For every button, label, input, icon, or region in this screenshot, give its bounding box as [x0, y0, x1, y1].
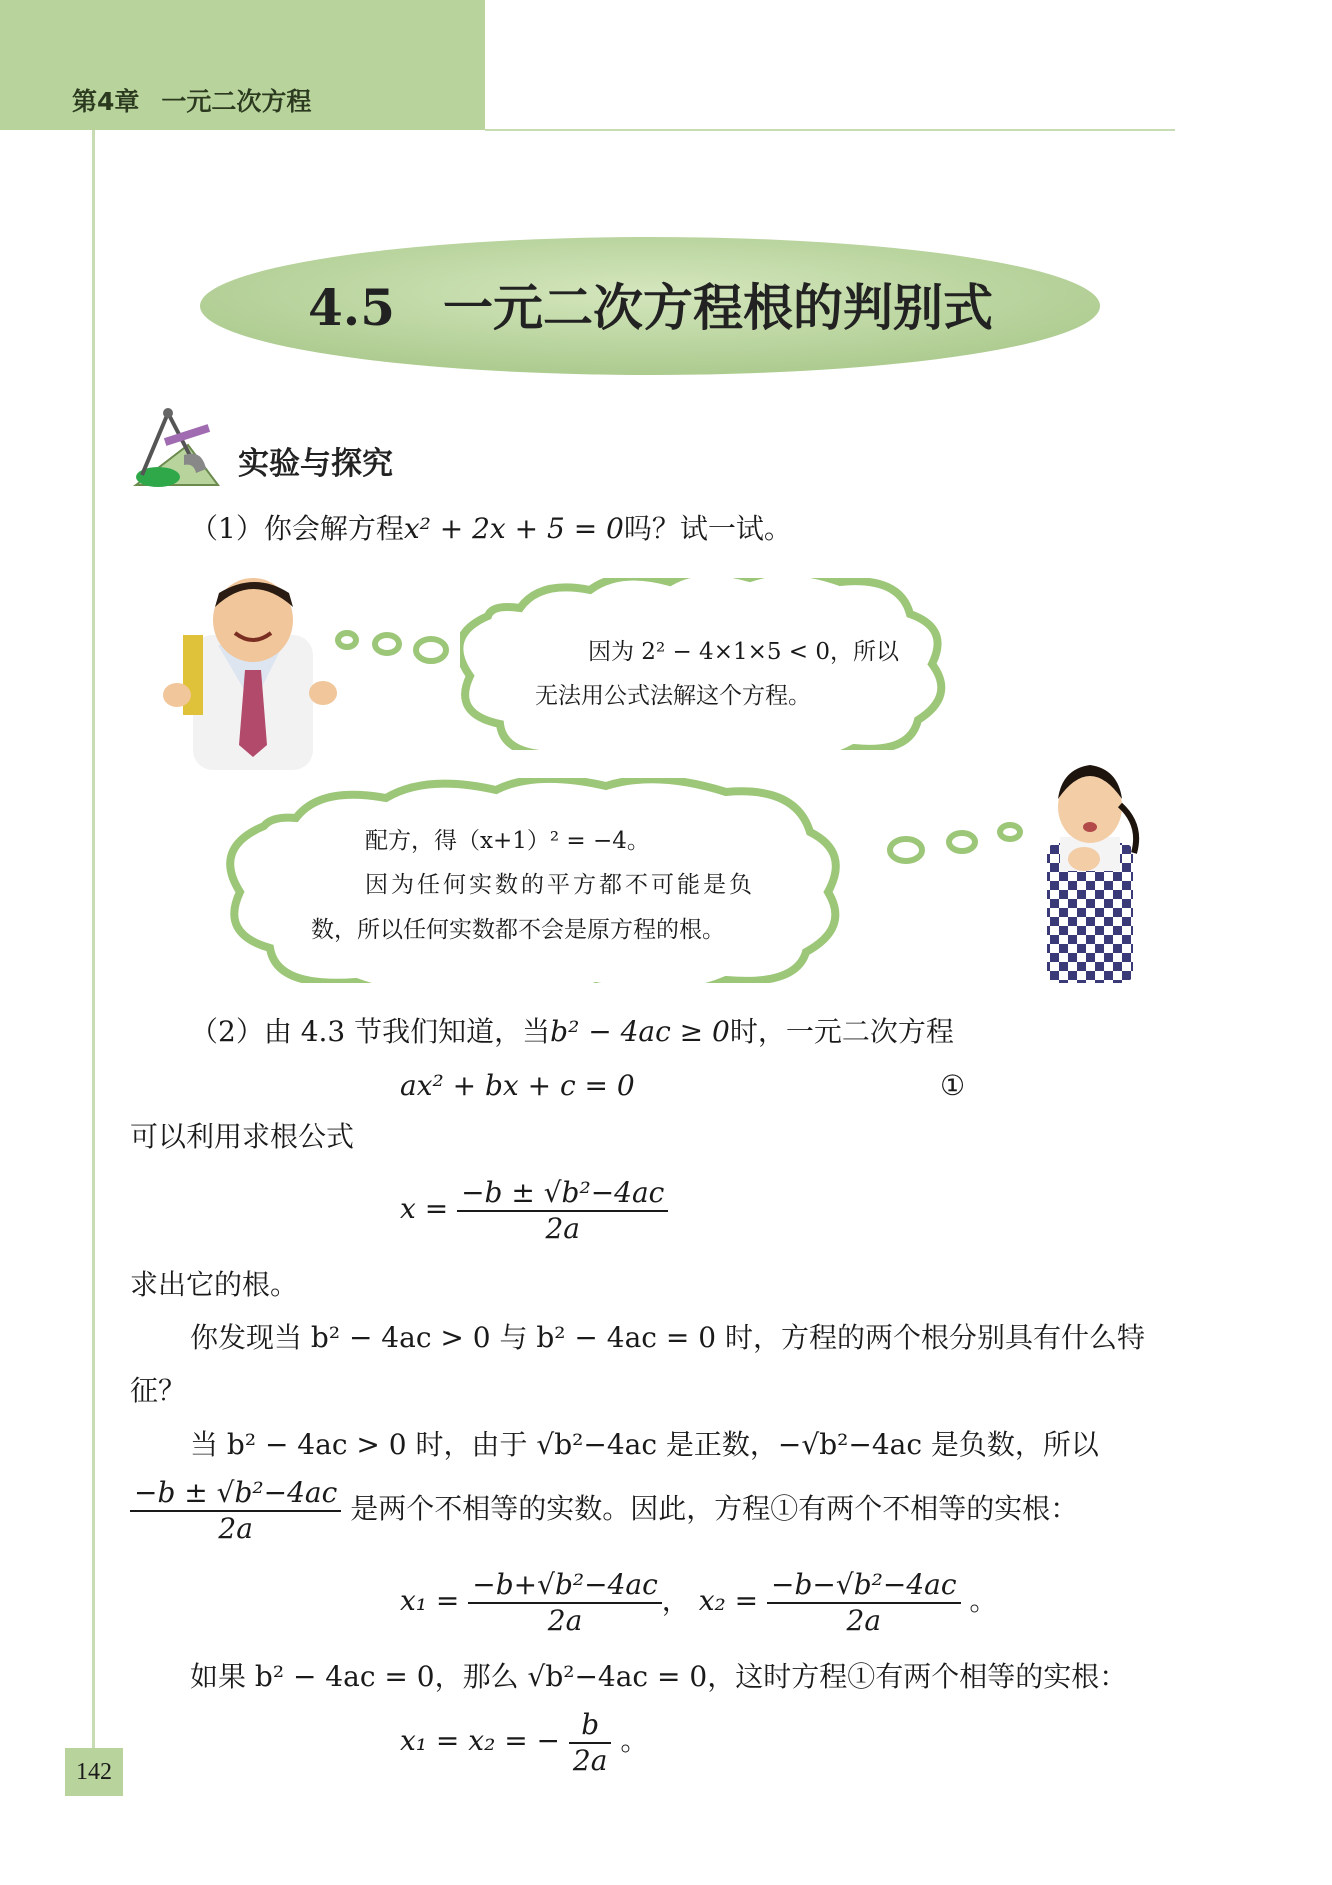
bubble-boy-line-1: 因为 2² − 4×1×5 < 0，所以	[588, 639, 900, 665]
x2-numerator: −b−√b²−4ac	[767, 1568, 961, 1604]
chapter-title: 一元二次方程	[161, 87, 312, 116]
formula-lhs: x =	[400, 1192, 449, 1226]
roots-fraction	[130, 1476, 341, 1545]
chapter-heading	[72, 82, 311, 118]
equal-roots-fraction	[569, 1708, 612, 1777]
margin-rule	[92, 130, 95, 1750]
case-zero-line-1: 如果 b² − 4ac = 0，那么 √b²−4ac = 0，这时方程①有两个相等的实根：	[190, 1660, 1128, 1693]
bubble-girl-line-3: 数，所以任何实数都不会是原方程的根。	[311, 917, 725, 943]
equal-roots-numerator: b	[569, 1708, 612, 1744]
case-positive-line-1: 当 b² − 4ac > 0 时，由于 √b²−4ac 是正数，−√b²−4ac 是负数，所以	[190, 1428, 1099, 1461]
thought-dots-girl	[886, 818, 1026, 864]
explore-title: 实验与探究	[238, 446, 393, 482]
boy-illustration	[163, 575, 338, 775]
question-1-suffix: 吗？试一试。	[623, 512, 792, 545]
bubble-boy-line-2: 无法用公式法解这个方程。	[535, 683, 811, 709]
roots-fraction-numerator: −b ± √b²−4ac	[130, 1476, 341, 1512]
bubble-girl-line-2: 因为任何实数的平方都不可能是负	[365, 872, 755, 898]
x1-lhs: x₁ =	[400, 1584, 460, 1618]
bubble-girl-line-1: 配方，得（x+1）² = −4。	[365, 828, 650, 854]
roots-fraction-denominator: 2a	[218, 1511, 253, 1545]
discover-line-2: 征？	[130, 1374, 187, 1407]
question-1-equation: x² + 2x + 5 = 0	[403, 512, 624, 545]
x1-fraction	[468, 1568, 662, 1637]
girl-illustration	[1032, 755, 1147, 985]
use-formula-text: 可以利用求根公式	[130, 1120, 355, 1153]
section-number: 4.5	[308, 278, 395, 337]
x2-fraction	[767, 1568, 961, 1637]
formula-fraction	[457, 1176, 668, 1245]
x2-denominator: 2a	[846, 1603, 882, 1637]
equation-marker: ①	[940, 1069, 966, 1102]
equal-roots	[400, 1708, 648, 1777]
x2-lhs: x₂ =	[698, 1584, 759, 1618]
header-rule	[485, 129, 1175, 131]
section-title	[198, 268, 1103, 340]
thought-dots-boy	[335, 628, 455, 668]
distinct-roots-end: 。	[969, 1584, 998, 1618]
general-equation: ax² + bx + c = 0	[400, 1069, 635, 1102]
quadratic-formula	[400, 1176, 668, 1245]
discover-line-1: 你发现当 b² − 4ac > 0 与 b² − 4ac = 0 时，方程的两个根分别具有什么特	[190, 1321, 1145, 1354]
question-2-suffix: 时，一元二次方程	[729, 1015, 954, 1048]
question-1-prefix: （1）你会解方程	[190, 512, 404, 545]
x1-denominator: 2a	[547, 1603, 583, 1637]
section-title-text: 一元二次方程根的判别式	[443, 278, 993, 337]
roots-separator: ，	[661, 1584, 690, 1618]
question-1	[190, 512, 792, 546]
x1-numerator: −b+√b²−4ac	[468, 1568, 662, 1604]
equal-roots-denominator: 2a	[572, 1743, 608, 1777]
case-positive-line-2	[130, 1476, 1078, 1545]
question-2-prefix: （2）由 4.3 节我们知道，当	[190, 1015, 551, 1048]
find-roots-text: 求出它的根。	[130, 1268, 299, 1301]
chapter-number: 第4章	[72, 87, 140, 116]
question-2-condition: b² − 4ac ≥ 0	[550, 1015, 730, 1048]
distinct-roots	[400, 1568, 997, 1637]
page-number: 142	[65, 1748, 123, 1796]
case-positive-conclusion: 是两个不相等的实数。因此，方程①有两个不相等的实根：	[350, 1492, 1079, 1526]
equal-roots-end: 。	[620, 1724, 649, 1758]
formula-numerator: −b ± √b²−4ac	[457, 1176, 668, 1212]
equal-roots-lhs: x₁ = x₂ = −	[400, 1724, 561, 1758]
formula-denominator: 2a	[545, 1211, 580, 1245]
compass-ruler-icon	[128, 405, 224, 491]
question-2	[190, 1015, 954, 1049]
